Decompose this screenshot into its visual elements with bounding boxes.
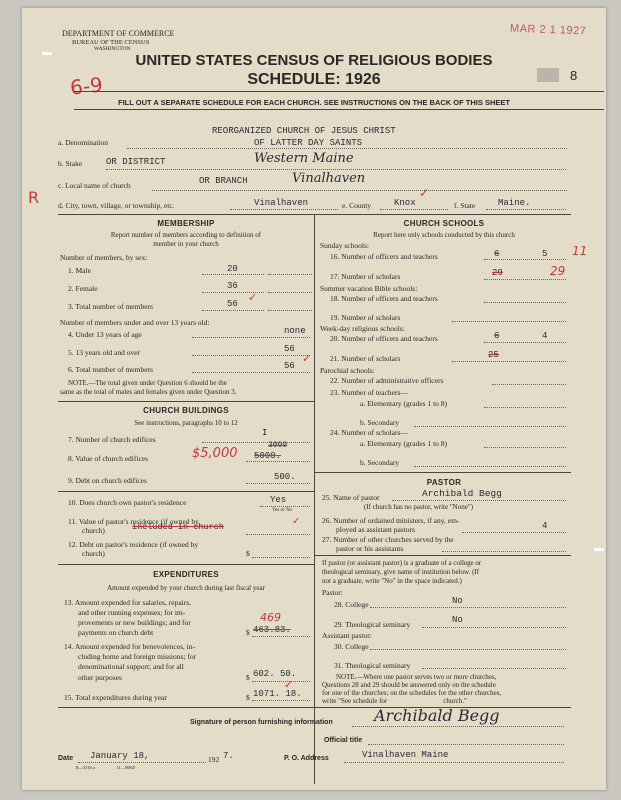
graduate-note-1: If pastor (or assistant pastor) is a graduate of a college or bbox=[322, 559, 482, 567]
q27-label-1: 27. Number of other churches served by the bbox=[322, 535, 454, 544]
q24-label: 24. Number of scholars— bbox=[330, 428, 408, 437]
official-title-line bbox=[368, 744, 564, 745]
q27-line bbox=[442, 551, 566, 552]
q12-line bbox=[252, 557, 310, 558]
q27-label-2: pastor or his assistants bbox=[336, 544, 404, 553]
county-check-mark: ✓ bbox=[419, 186, 430, 200]
q14-dollar: $ bbox=[246, 673, 250, 682]
local-name-typed: OR BRANCH bbox=[199, 176, 248, 186]
q7-label: 7. Number of church edifices bbox=[68, 435, 156, 444]
q26-label-1: 26. Number of ordained ministers, if any, em- bbox=[322, 516, 460, 525]
q31-label: 31. Theological seminary bbox=[334, 661, 411, 670]
q14-line-1: 14. Amount expended for benevolences, in- bbox=[64, 642, 196, 651]
q8-label: 8. Value of church edifices bbox=[68, 454, 149, 463]
q11-value: included in church bbox=[132, 522, 224, 532]
state-line bbox=[486, 209, 566, 210]
q21-label: 21. Number of scholars bbox=[330, 354, 401, 363]
q3-value: 56 bbox=[227, 299, 238, 309]
date-value: January 18, bbox=[90, 751, 150, 761]
expenditures-title: EXPENDITURES bbox=[153, 570, 219, 579]
form-title: UNITED STATES CENSUS OF RELIGIOUS BODIES bbox=[135, 52, 493, 69]
margin-mark: R bbox=[28, 188, 40, 207]
q11-label-2: church) bbox=[82, 526, 105, 535]
q14-line-4: other purposes bbox=[78, 673, 122, 682]
q7-value: I bbox=[262, 428, 268, 438]
bureau-city: WASHINGTON bbox=[94, 46, 131, 52]
print-code-1: 8—5316 a bbox=[76, 765, 95, 770]
q8-struck-value-1: 3000 bbox=[268, 441, 288, 450]
denomination-value-line2: OF LATTER DAY SAINTS bbox=[254, 138, 363, 148]
membership-note-2: same as the total of males and females given under Question 3. bbox=[60, 388, 237, 396]
date-label: Date bbox=[58, 755, 74, 762]
q25-hint: (If church has no pastor, write "None") bbox=[364, 503, 474, 511]
q24b-label: b. Secondary bbox=[360, 458, 400, 467]
q20-value-typed: 4 bbox=[542, 331, 548, 341]
q30-label: 30. College bbox=[334, 642, 369, 651]
q20-value-struck: 6 bbox=[494, 331, 500, 341]
q5-value: 56 bbox=[284, 344, 295, 354]
q15-dollar: $ bbox=[246, 693, 250, 702]
q22-line bbox=[492, 384, 566, 385]
q28-value: No bbox=[452, 596, 463, 606]
q10-value: Yes bbox=[270, 495, 287, 505]
q28-line bbox=[370, 607, 566, 608]
q13-handwritten-value: 469 bbox=[260, 611, 281, 624]
local-name-label: c. Local name of church bbox=[58, 181, 131, 190]
q16-value-struck: 6 bbox=[494, 249, 500, 259]
q11-line bbox=[246, 534, 310, 535]
q19-label: 19. Number of scholars bbox=[330, 313, 401, 322]
q26-value: 4 bbox=[542, 521, 548, 531]
q6-line bbox=[192, 372, 310, 373]
po-address-value: Vinalhaven Maine bbox=[362, 750, 449, 760]
q21-line bbox=[452, 361, 566, 362]
expenditures-intro: Amount expended by your church during last fiscal year bbox=[107, 584, 265, 592]
q1-label: 1. Male bbox=[68, 266, 91, 275]
q13-line bbox=[252, 636, 310, 637]
q10-line bbox=[260, 506, 310, 507]
po-address-label: P. O. Address bbox=[284, 755, 329, 762]
q9-label: 9. Debt on church edifices bbox=[68, 476, 147, 485]
signature-label: Signature of person furnishing information bbox=[190, 719, 333, 726]
q1-line bbox=[202, 274, 264, 275]
city-line bbox=[230, 209, 338, 210]
q15-check-mark: ✓ bbox=[284, 679, 294, 691]
q12-label-1: 12. Debt on pastor's residence (if owned by bbox=[68, 540, 199, 549]
q5-line bbox=[192, 355, 310, 356]
q1-value: 20 bbox=[227, 264, 238, 274]
signature-line bbox=[352, 726, 564, 727]
buildings-title: CHURCH BUILDINGS bbox=[143, 406, 229, 415]
stake-line bbox=[106, 169, 566, 170]
membership-bottom-rule bbox=[58, 401, 314, 402]
county-value: Knox bbox=[394, 198, 416, 208]
denomination-line bbox=[127, 148, 567, 149]
expenditures-bottom-rule bbox=[58, 707, 314, 708]
buildings-bottom-rule bbox=[58, 564, 314, 565]
q17-value-struck: 29 bbox=[492, 268, 503, 278]
summer-schools-label: Summer vacation Bible schools: bbox=[320, 284, 418, 293]
column-divider bbox=[314, 214, 315, 784]
q24a-label: a. Elementary (grades 1 to 8) bbox=[360, 439, 448, 448]
q16-handwritten-value: 11 bbox=[572, 244, 588, 258]
schedule-title: SCHEDULE: 1926 bbox=[247, 71, 381, 88]
q14-line-3: denominational support; and for all bbox=[78, 662, 184, 671]
q17-handwritten-value: 29 bbox=[550, 264, 566, 278]
q10-hint: Yes or No bbox=[272, 508, 293, 513]
q4-label: 4. Under 13 years of age bbox=[68, 330, 142, 339]
q17-label: 17. Number of scholars bbox=[330, 272, 401, 281]
instruction-line: FILL OUT A SEPARATE SCHEDULE FOR EACH CHURCH. SEE INSTRUCTIONS ON THE BACK OF THIS SHEET bbox=[118, 98, 510, 107]
q15-value: 1071. 18. bbox=[253, 689, 302, 699]
q14-value: 602. 50. bbox=[253, 669, 297, 679]
state-value: Maine. bbox=[498, 198, 531, 208]
q13-line-3: provements or new buildings; and for bbox=[78, 618, 191, 627]
q29-label: 29. Theological seminary bbox=[334, 620, 411, 629]
q11-label-1: 11. Value of pastor's residence (if owned by bbox=[68, 517, 199, 526]
q2-label: 2. Female bbox=[68, 284, 98, 293]
q14-line-2: cluding home and foreign missions; for bbox=[78, 652, 197, 661]
stake-typed: OR DISTRICT bbox=[106, 157, 166, 167]
q8-line bbox=[246, 461, 310, 462]
q3-check-mark: ✓ bbox=[248, 292, 258, 304]
pastor-note-4: write "See schedule for church." bbox=[322, 697, 467, 705]
state-label: f. State bbox=[454, 201, 476, 210]
q24a-line bbox=[484, 447, 566, 448]
schools-title: CHURCH SCHOOLS bbox=[403, 219, 485, 228]
q29-value: No bbox=[452, 615, 463, 625]
pastor-subheading: Pastor: bbox=[322, 588, 343, 597]
q23b-label: b. Secondary bbox=[360, 418, 400, 427]
q6-label: 6. Total number of members bbox=[68, 365, 153, 374]
q15-label: 15. Total expenditures during year bbox=[64, 693, 167, 702]
q1-line-b bbox=[268, 274, 312, 275]
assistant-subheading: Assistant pastor: bbox=[322, 631, 372, 640]
census-schedule-paper bbox=[22, 8, 606, 790]
schools-bottom-rule bbox=[314, 472, 571, 473]
q13-line-4: payments on church debt bbox=[78, 628, 154, 637]
buildings-intro: See instructions, paragraphs 10 to 12 bbox=[134, 419, 238, 427]
denomination-label: a. Denomination bbox=[58, 138, 108, 147]
print-code-2: 11—9084! bbox=[116, 765, 136, 770]
q4-line bbox=[192, 337, 310, 338]
q15-line bbox=[252, 700, 310, 701]
q23b-line bbox=[414, 426, 566, 427]
graduate-note-2: theological seminary, give name of institution below. (If bbox=[322, 568, 480, 576]
red-handwritten-note: 6-9 bbox=[68, 72, 104, 100]
q3-line bbox=[202, 310, 264, 311]
q3-line-b bbox=[268, 310, 312, 311]
q29-line bbox=[422, 627, 566, 628]
q17-line bbox=[484, 279, 566, 280]
graduate-note-3: not a graduate, write "No" in the space indicated.) bbox=[322, 577, 462, 585]
q26-label-2: ployed as assistant pastors bbox=[336, 525, 415, 534]
bureau-name: BUREAU OF THE CENSUS bbox=[72, 39, 150, 46]
po-address-line bbox=[344, 762, 564, 763]
q24b-line bbox=[414, 466, 566, 467]
sunday-schools-label: Sunday schools: bbox=[320, 241, 369, 250]
q25-line bbox=[392, 500, 566, 501]
q4-value: none bbox=[284, 326, 306, 336]
pastor-title: PASTOR bbox=[426, 478, 462, 487]
q18-line bbox=[484, 302, 566, 303]
official-title-label: Official title bbox=[324, 737, 363, 744]
q8-handwritten-value: $5,000 bbox=[192, 446, 238, 461]
header-rule bbox=[74, 91, 604, 92]
q20-label: 20. Number of officers and teachers bbox=[330, 334, 438, 343]
q5-label: 5. 13 years old and over bbox=[68, 348, 141, 357]
q6-check-mark: ✓ bbox=[302, 353, 312, 365]
parochial-schools-label: Parochial schools: bbox=[320, 366, 375, 375]
q22-label: 22. Number of administrative officers bbox=[330, 376, 444, 385]
q16-line bbox=[484, 259, 566, 260]
q20-line bbox=[484, 342, 566, 343]
stake-label: b. Stake bbox=[58, 159, 83, 168]
stake-handwritten: Western Maine bbox=[254, 151, 354, 166]
q26-line bbox=[462, 532, 566, 533]
q13-dollar: $ bbox=[246, 628, 250, 637]
weekday-schools-label: Week-day religious schools: bbox=[320, 324, 405, 333]
membership-note-1: NOTE.—The total given under Question 6 should be the bbox=[68, 379, 227, 387]
q12-label-2: church) bbox=[82, 549, 105, 558]
instruction-rule bbox=[74, 109, 604, 110]
q9-line bbox=[246, 483, 310, 484]
local-name-handwritten: Vinalhaven bbox=[292, 171, 366, 186]
q27-bottom-rule bbox=[314, 555, 571, 556]
membership-intro-2: member in your church bbox=[153, 240, 219, 248]
received-date-stamp: MAR 2 1 1927 bbox=[509, 22, 587, 38]
q2-value: 36 bbox=[227, 281, 238, 291]
pastor-note-1: NOTE.—Where one pastor serves two or more churches, bbox=[336, 673, 497, 681]
q18-label: 18. Number of officers and teachers bbox=[330, 294, 438, 303]
q16-label: 16. Number of officers and teachers bbox=[330, 252, 438, 261]
year-digit: 7. bbox=[223, 751, 234, 761]
q8-struck-value-2: 5000. bbox=[254, 451, 282, 461]
q12-dollar: $ bbox=[246, 549, 250, 558]
q9-value: 500. bbox=[274, 472, 296, 482]
membership-intro-1: Report number of members according to definition of bbox=[110, 231, 262, 239]
membership-title: MEMBERSHIP bbox=[157, 219, 215, 228]
members-by-age-label: Number of members under and over 13 years old: bbox=[60, 318, 210, 327]
city-value: Vinalhaven bbox=[254, 198, 309, 208]
q13-line-1: 13. Amount expended for salaries, repairs, bbox=[64, 598, 192, 607]
q23a-label: a. Elementary (grades 1 to 8) bbox=[360, 399, 448, 408]
q31-line bbox=[422, 668, 566, 669]
denomination-value-line1: REORGANIZED CHURCH OF JESUS CHRIST bbox=[212, 126, 396, 136]
q19-line bbox=[452, 321, 566, 322]
q25-label: 25. Name of pastor bbox=[322, 493, 380, 502]
local-name-line bbox=[152, 190, 567, 191]
department-name: DEPARTMENT OF COMMERCE bbox=[62, 29, 175, 38]
signature: Archibald Begg bbox=[374, 706, 500, 725]
q28-label: 28. College bbox=[334, 600, 369, 609]
q10-label: 10. Does church own pastor's residence bbox=[68, 498, 187, 507]
q23-label: 23. Number of teachers— bbox=[330, 388, 408, 397]
punch-hole-right bbox=[594, 548, 604, 551]
date-line bbox=[78, 762, 206, 763]
q2-line-b bbox=[268, 292, 312, 293]
county-label: e. County bbox=[342, 201, 372, 210]
q30-line bbox=[370, 649, 566, 650]
q21-value-struck: 25 bbox=[488, 350, 499, 360]
q14-line bbox=[252, 681, 310, 682]
year-prefix: 192 bbox=[208, 755, 220, 764]
file-number-smudge bbox=[537, 68, 559, 82]
county-line bbox=[380, 209, 448, 210]
q6-value: 56 bbox=[284, 361, 295, 371]
q23a-line bbox=[484, 407, 566, 408]
q13-struck-value: 463.83. bbox=[253, 625, 291, 635]
schools-intro: Report here only schools conducted by this church bbox=[373, 231, 515, 239]
q13-line-2: and other running expenses; for im- bbox=[78, 608, 186, 617]
q3-label: 3. Total number of members bbox=[68, 302, 153, 311]
q25-value: Archibald Begg bbox=[422, 488, 502, 499]
q7-line bbox=[202, 442, 310, 443]
pastor-note-2: Questions 28 and 29 should be answered only on the schedule bbox=[322, 681, 496, 689]
members-by-sex-label: Number of members, by sex: bbox=[60, 253, 148, 262]
q11-check-mark: ✓ bbox=[292, 516, 301, 527]
city-label: d. City, town, village, or township, etc. bbox=[58, 201, 175, 210]
q16-value-typed: 5 bbox=[542, 249, 548, 259]
pastor-note-3: for one of the churches; on the schedules for the other churches, bbox=[322, 689, 502, 697]
file-number: 8 bbox=[570, 68, 578, 83]
q9-bottom-rule bbox=[58, 491, 314, 492]
